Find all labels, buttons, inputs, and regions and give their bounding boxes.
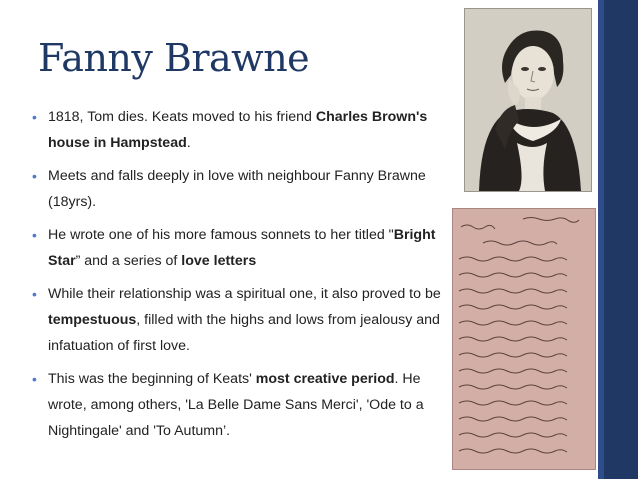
- bullet-emphasis: tempestuous: [48, 312, 137, 328]
- bullet-text: This was the beginning of Keats': [48, 371, 256, 387]
- bullet-text: While their relationship was a spiritual one, it also proved to be: [48, 286, 441, 302]
- bullet-text: .: [186, 135, 191, 151]
- bullet-emphasis: most creative period: [255, 371, 395, 387]
- bullet-dot-icon: •: [32, 371, 37, 387]
- bullet-text: He wrote one of his more famous sonnets to her titled ": [48, 227, 394, 243]
- bullet-dot-icon: •: [32, 168, 37, 184]
- slide-title: Fanny Brawne: [38, 36, 310, 80]
- accent-bar: [598, 0, 638, 479]
- bullet-emphasis: Charles Brown's house in Hampstead: [48, 109, 428, 151]
- bullet-dot-icon: •: [32, 109, 37, 125]
- bullet-item: [32, 104, 452, 156]
- bullet-emphasis: love letters: [181, 253, 257, 269]
- accent-stripe: [598, 0, 604, 479]
- bullet-text: 1818, Tom dies. Keats moved to his friend: [48, 109, 316, 125]
- bullet-dot-icon: •: [32, 227, 37, 243]
- portrait-photo: [464, 8, 592, 192]
- bullet-text: Meets and falls deeply in love with neighbour Fanny Brawne (18yrs).: [48, 168, 426, 210]
- bullet-text: . He wrote, among others, 'La Belle Dame Sans Merci', 'Ode to a Nightingale' and 'To Autumn’.: [48, 371, 424, 439]
- bullet-item: [32, 222, 452, 274]
- bullet-text: , filled with the highs and lows from jealousy and infatuation of first love.: [48, 312, 440, 354]
- bullet-text: ” and a series of: [75, 253, 182, 269]
- handwritten-letter-image: [452, 208, 596, 470]
- bullet-item: [32, 281, 452, 359]
- bullet-emphasis: Bright Star: [48, 227, 436, 269]
- bullet-dot-icon: •: [32, 286, 37, 302]
- bullet-item: [32, 366, 452, 444]
- bullet-item: [32, 163, 452, 215]
- bullet-list: [32, 104, 452, 451]
